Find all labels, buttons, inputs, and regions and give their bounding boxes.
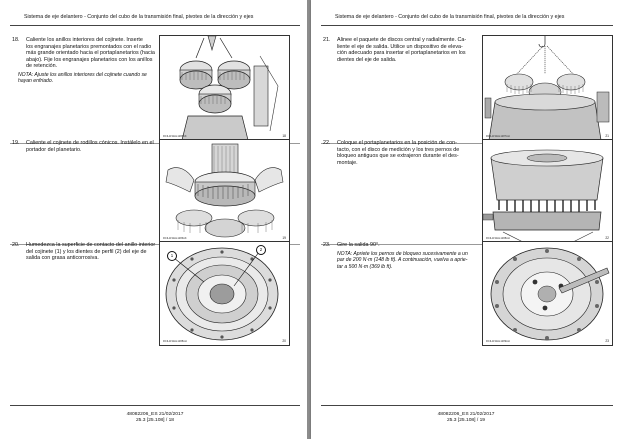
text-line: montaje. <box>337 159 358 166</box>
page-footer <box>100 412 210 424</box>
step-note <box>18 72 147 85</box>
text-line: abajo). Fije los engranajes planetarios con los anillos <box>26 56 153 63</box>
figure-tapered-roller-bearing <box>159 139 290 243</box>
figure-code: RCIL11WHL1289AH <box>486 340 510 343</box>
note-line: hayan enfriado. <box>18 78 54 85</box>
planet-carrier-illustration <box>483 36 612 140</box>
step-text <box>337 140 459 166</box>
text-line: los engranajes planetarios premontados con el radio <box>26 43 152 50</box>
page-footer <box>411 412 521 424</box>
figure-planetary-gears <box>159 35 290 141</box>
step-note <box>337 251 468 270</box>
text-line: Gire la salida 90°. <box>337 242 380 248</box>
text-line: Humedezca la superficie de contacto del anillo interior <box>26 242 156 248</box>
step-number: 19. <box>12 140 20 146</box>
step-number: 23. <box>323 242 331 248</box>
planetary-gears-illustration <box>160 36 289 140</box>
footer-rule <box>321 405 613 406</box>
page-19 <box>311 0 620 439</box>
figure-number: 21 <box>605 134 609 138</box>
step-number: 21. <box>323 37 331 43</box>
figure-number: 23 <box>605 339 609 343</box>
text-line: más grande orientado hacia el portaplanetarios (hacia <box>26 50 155 56</box>
figure-code: RCIL11WHL1287AH <box>486 135 510 138</box>
text-line: bloqueo antiguos que se extrajeron durante el des- <box>337 153 459 159</box>
figure-number: 20 <box>282 339 286 343</box>
locking-bolts-illustration <box>483 242 612 345</box>
text-line: Caliente el cojinete de rodillos cónicos. Instálelo en el <box>26 140 154 146</box>
figure-output-shaft-grease <box>159 241 290 346</box>
note-line: par de 200 N·m (148 lb ft). A continuación, vuelva a aprie- <box>337 257 468 264</box>
figure-code: RCIL11WHL1286AK <box>163 237 187 240</box>
text-line: liente el eje de salida. Utilice un dispositivo de eleva- <box>337 43 463 50</box>
bearing-illustration <box>160 140 289 242</box>
figure-number: 19 <box>282 236 286 240</box>
callout-2: 2 <box>256 245 266 255</box>
figure-number: 22 <box>605 236 609 240</box>
text-line: ción adecuado para insertar el portaplanetarios en los <box>337 50 466 56</box>
header-rule <box>321 25 613 26</box>
step-number: 22. <box>323 140 331 146</box>
figure-code: RCIL11WHL1286AK <box>163 135 187 138</box>
page-header: Sistema de eje delantero - Conjunto del cubo de la transmisión final, pivotes de la dirección y ejes <box>24 14 254 20</box>
footer-page-number: 25.3 [25.108] / 19 <box>446 418 486 423</box>
header-rule <box>10 25 300 26</box>
text-line: Alinee el paquete de discos central y radialmente. Ca- <box>337 37 467 43</box>
note-line: NOTA: Ajuste los anillos interiores del cojinete cuando se <box>18 72 147 78</box>
page-18 <box>0 0 307 439</box>
footer-rule <box>10 405 300 406</box>
footer-doc-id: 48082206_ES 21/02/2017 <box>437 412 495 417</box>
text-line: tacto, con el disco de medición y los tres pernos de <box>337 146 460 153</box>
step-number: 20. <box>12 242 20 248</box>
output-shaft-illustration <box>160 242 289 345</box>
footer-page-number: 25.3 [25.108] / 18 <box>135 418 175 423</box>
note-line: tar a 500 N·m (369 lb ft). <box>337 263 393 270</box>
step-text <box>26 140 154 153</box>
footer-doc-id: 48082206_ES 21/02/2017 <box>126 412 184 417</box>
text-line: de retención. <box>26 63 58 69</box>
figure-contact-position <box>482 139 613 243</box>
text-line: dientes del eje de salida. <box>337 56 397 63</box>
note-line: NOTA: Apriete los pernos de bloqueo sucesivamente a un <box>337 251 468 257</box>
text-line: salida con grasa anticorrosiva. <box>26 255 99 261</box>
page-header: Sistema de eje delantero - Conjunto del cubo de la transmisión final, pivotes de la dirección y ejes <box>335 14 565 20</box>
figure-locking-bolts <box>482 241 613 346</box>
callout-1: 1 <box>167 251 177 261</box>
step-text <box>337 37 466 63</box>
text-line: portador del planetario. <box>26 146 82 153</box>
step-text <box>26 37 155 70</box>
text-line: Caliente los anillos interiores del cojinete. Inserte <box>26 37 143 43</box>
step-number: 18. <box>12 37 20 43</box>
figure-insert-planet-carrier <box>482 35 613 141</box>
text-line: Coloque el portaplanetarios en la posición de con- <box>337 140 457 146</box>
text-line: del cojinete (1) y los dientes de perfil (2) del eje de <box>26 248 147 255</box>
figure-code: RCIL11WHL1288AH <box>486 237 510 240</box>
figure-number: 18 <box>282 134 286 138</box>
contact-position-illustration <box>483 140 612 242</box>
step-text <box>26 242 155 262</box>
figure-code: RCIL11WHL1288AH <box>163 340 187 343</box>
step-text <box>337 242 380 249</box>
